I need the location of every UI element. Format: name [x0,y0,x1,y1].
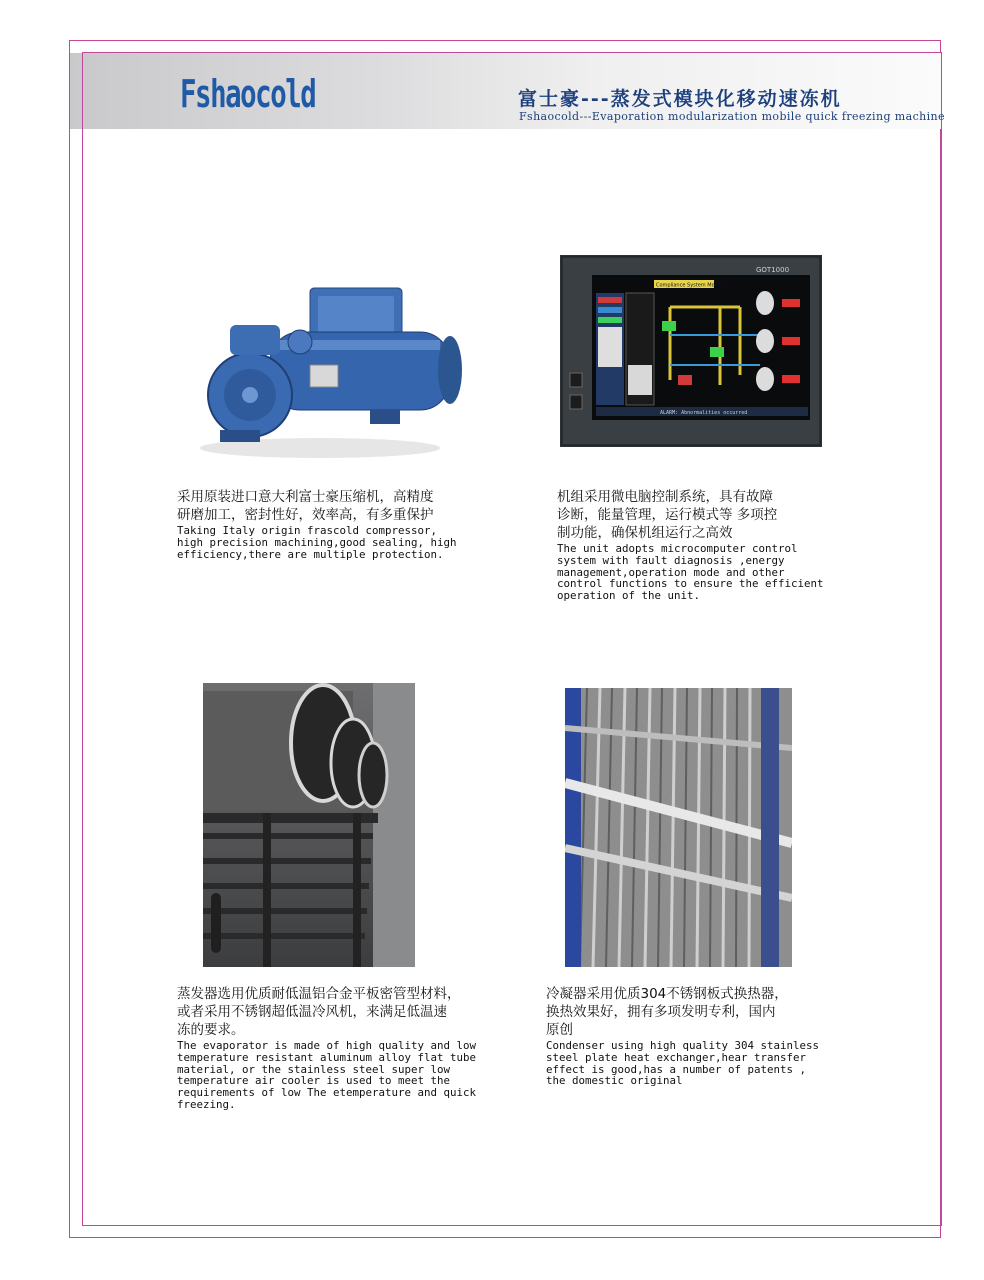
caption-control-system-cn: 机组采用微电脑控制系统，具有故障 诊断，能量管理，运行模式等 多项控 制功能，确保机组运行之高效 [557,489,778,541]
caption-compressor-en: Taking Italy origin frascold compressor, high precision machining,good sealing, high efficiency,there are multiple protection. [177,524,457,561]
page-title-en: Fshaocold---Evaporation modularization mobile quick freezing machine [519,110,945,123]
compressor-image [160,270,480,470]
caption-evaporator-cn: 蒸发器选用优质耐低温铝合金平板密管型材料， 或者采用不锈钢超低温冷风机，来满足低温速 冻的要求。 [177,986,461,1038]
caption-evaporator-en: The evaporator is made of high quality and low temperature resistant aluminum alloy flat tube material, or the stainless steel super low temperature air cooler is used to meet the requirements of low The etemperature and quick freezing. [177,1039,477,1111]
caption-evaporator [177,985,497,1111]
caption-control-system [557,488,857,602]
caption-compressor [177,488,477,560]
caption-condenser [546,985,846,1087]
control-panel-image [560,255,822,447]
screen-title-label: Compliance System Monitor [656,282,727,289]
caption-compressor-cn: 采用原装进口意大利富士豪压缩机，高精度 研磨加工，密封性好，效率高，有多重保护 [177,489,434,523]
condenser-image [565,688,792,967]
caption-condenser-en: Condenser using high quality 304 stainless steel plate heat exchanger,hear transfer effect is good,has a number of patents , the domestic original [546,1039,820,1088]
caption-condenser-cn: 冷凝器采用优质304不锈钢板式换热器， 换热效果好，拥有多项发明专利，国内 原创 [546,986,788,1038]
evaporator-image [203,683,415,967]
screen-status-label: ALARM: Abnormalities occurred [660,410,748,416]
caption-control-system-en: The unit adopts microcomputer control system with fault diagnosis ,energy management,operation mode and other control functions to ensure the efficient operation of the unit. [557,542,824,603]
page-title-cn: 富士豪---蒸发式模块化移动速冻机 [518,88,842,110]
screen-brand-label: GOT1000 [756,266,790,274]
brand-logo: Fshaocold [180,72,316,116]
